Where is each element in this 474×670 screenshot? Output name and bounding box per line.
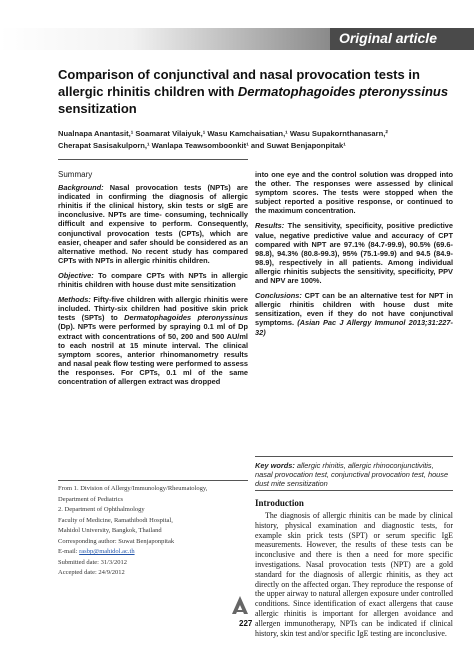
- abstract-left-column: [58, 170, 248, 392]
- footnote-line: From 1. Division of Allergy/Immunology/Rheumatology,: [58, 485, 208, 492]
- abstract-conclusions: Conclusions: CPT can be an alternative test for NPT in allergic rhinitis children with house dust mite sensitization, even if they do not have conjunctival symptoms. (Asian Pac J Allergy Immunol 2013;31:227-32): [255, 291, 453, 337]
- divider: [255, 490, 453, 491]
- divider: [58, 159, 248, 160]
- article-title: Comparison of conjunctival and nasal provocation tests in allergic rhinitis children with Dermatophagoides pteronyssinus sensitization: [58, 67, 449, 116]
- summary-heading: Summary: [58, 170, 93, 179]
- email-line: E-mail: rasbp@mahidol.ac.th: [58, 548, 135, 555]
- author-line: Cherapat Sasisakulporn,¹ Wanlapa Teawsomboonkit¹ and Suwat Benjaponpitak¹: [58, 141, 346, 150]
- footnote-line: Faculty of Medicine, Ramathibodi Hospital,: [58, 516, 173, 524]
- footnote-line: 2. Department of Ophthalmology: [58, 506, 145, 513]
- abstract-right-column: [255, 170, 453, 343]
- divider: [58, 480, 248, 481]
- abstract-methods-continued: into one eye and the control solution was dropped into the other. The responses were assessed by clinical symptom scores. The tests were stopped when the subject reported a positive response, or continued to the maximum concentration.: [255, 170, 453, 216]
- abstract-background: Background: Nasal provocation tests (NPTs) are indicated in confirming the diagnosis of allergic rhinitis if the clinical history, skin tests or sIgE are inconclusive. NPTs are time- consuming, technically difficult and expensive to perform. Consequently, conjunctival provocation tests (CPTs), which are easier, cheaper and safer should be considered as an alternative method. No recent study has compared CPTs with NPTs in allergic rhinitis children.: [58, 183, 248, 265]
- article-type-label: Original article: [338, 30, 437, 46]
- author-line: Nualnapa Anantasit,¹ Soamarat Vilaiyuk,¹ Wasu Kamchaisatian,¹ Wasu Supakornthanasarn,²: [58, 129, 388, 138]
- article-type-banner: [0, 28, 474, 50]
- abstract-methods: Methods: Fifty-five children with allergic rhinitis were included. Thirty-six children had positive skin prick tests (SPTs) to Dermatophagoides pteronyssinus (Dp). NPTs were performed by spraying 0.1 ml of Dp extract with concentrations of 50, 200 and 500 AU/ml to each nostril at 15 minute interval. The clinical symptom scores, anterior rhinomanometry results and nasal peak flow testing were performed to assess the responses. For CPTs, 0.1 ml of the same concentration of allergen extract was dropped: [58, 295, 248, 386]
- affiliation-footnotes: [58, 484, 248, 579]
- introduction-text: The diagnosis of allergic rhinitis can be made by clinical history, physical examination and diagnostic tests, for example skin prick tests (SPT) or serum specific IgE measurements. However, the results of these tests can be inconclusive and there is then a need for more specific investigations. Nasal provocation tests (NPT) are a gold standard for the diagnosis of allergic rhinitis, as they act directly on the affected organ. They reproduce the response of the upper airway to natural allergen exposure under controlled conditions. Since identification of exact allergens that cause allergic rhinitis is important for allergen avoidance and allergen immunotherapy, NPTs can be indicated if clinical history, skin test and/or specific IgE testing are inconclusive.: [255, 511, 453, 638]
- footnote-line: Department of Pediatrics: [58, 495, 123, 503]
- submitted-date: Submitted date: 31/3/2012: [58, 558, 127, 566]
- keywords: Key words: allergic rhinitis, allergic rhinoconjunctivitis, nasal provocation test, conjunctival provocation test, house dust mite sensitization: [255, 461, 449, 489]
- accepted-date: Accepted date: 24/9/2012: [58, 569, 125, 576]
- page-number: 227: [239, 619, 253, 628]
- introduction-heading: Introduction: [255, 498, 304, 508]
- footnote-line: Mahidol University, Bangkok, Thailand: [58, 527, 162, 534]
- abstract-objective: Objective: To compare CPTs with NPTs in allergic rhinitis children with house dust mite sensitization: [58, 270, 248, 290]
- author-list: [58, 128, 453, 152]
- divider: [255, 456, 453, 457]
- email-link[interactable]: rasbp@mahidol.ac.th: [79, 548, 135, 555]
- footnote-line: Corresponding author: Suwat Benjaponpitak: [58, 537, 175, 545]
- abstract-results: Results: The sensitivity, specificity, positive predictive value, negative predictive value and accuracy of CPT compared with NPT are 97.1% (84.7-99.9), 90.5% (69.6-98.8), 94.3% (80.8-99.3), 95% (75.1-99.9) and 94.5 (84.9-98.9), respectively in all patients. Among individual allergic rhinitis subjects the sensitivity, specificity, PPV and NPV are 100%.: [255, 221, 453, 286]
- journal-logo-icon: [232, 596, 248, 616]
